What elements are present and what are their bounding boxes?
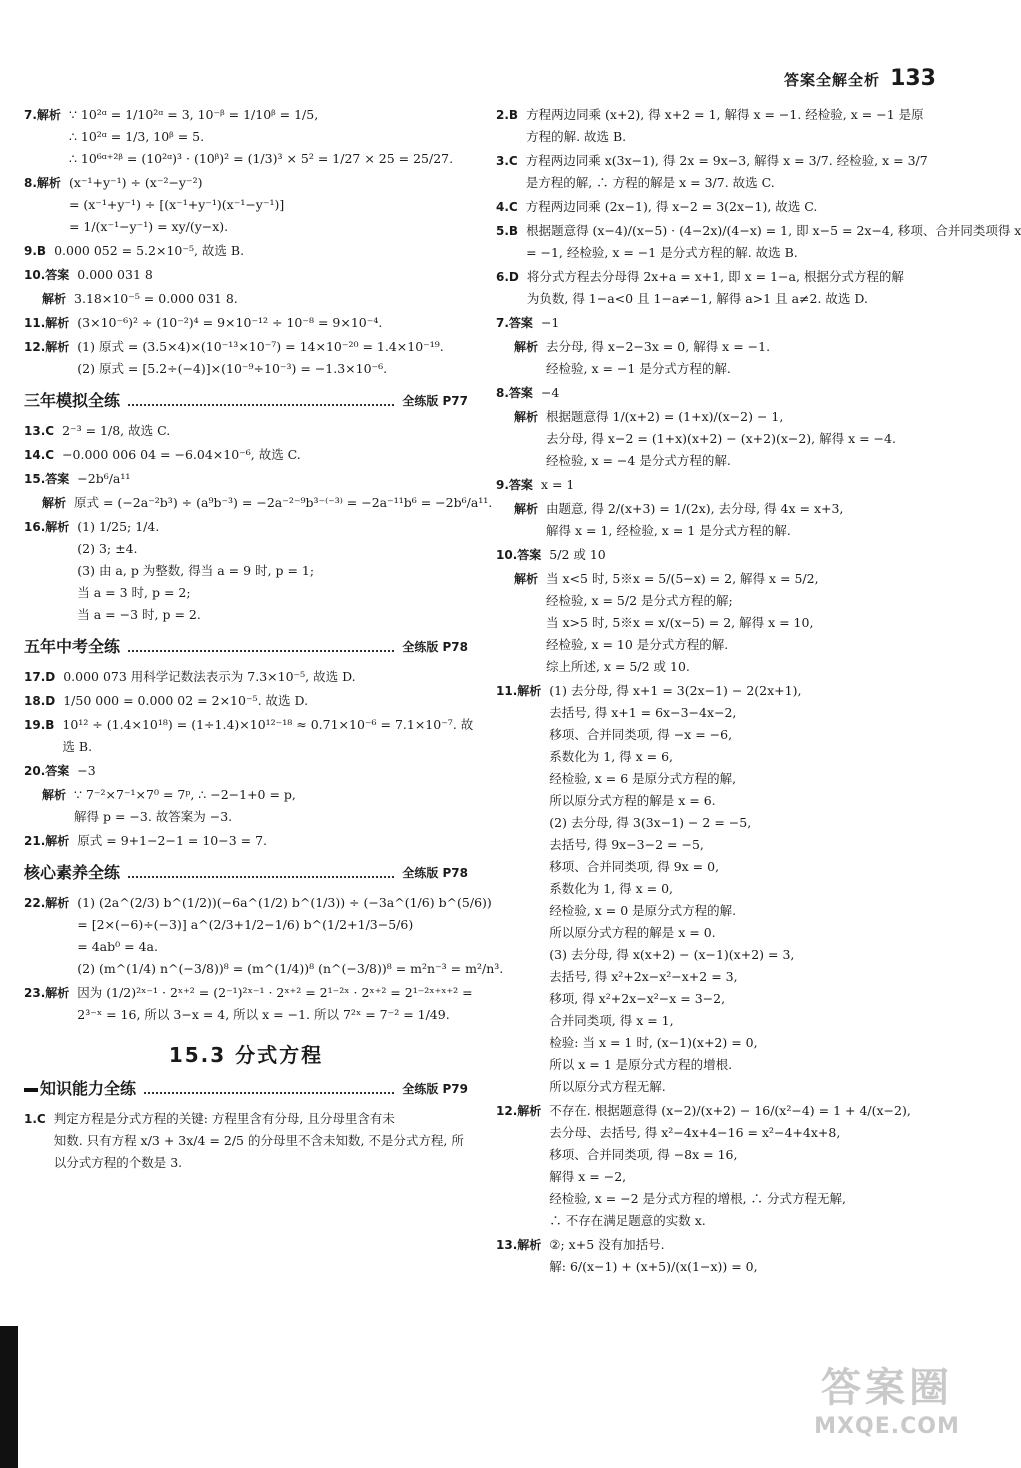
section-title: 核心素养全练 (24, 863, 121, 882)
answer-item (24, 892, 504, 980)
answer-item (24, 760, 468, 782)
section-ref: 全练版 P77 (402, 394, 468, 408)
answer-tag: 解析 (42, 496, 67, 510)
answer-line: (1) 1/25; 1/4. (77, 519, 160, 534)
answer-line: = (x⁻¹+y⁻¹) ÷ [(x⁻¹+y⁻¹)(x⁻¹−y⁻¹)] (68, 197, 285, 212)
dotted-leader (128, 642, 394, 652)
answer-body (526, 220, 1021, 264)
answer-body (77, 336, 468, 380)
answer-body (77, 760, 468, 782)
answer-line: 综上所述, x = 5/2 或 10. (546, 659, 690, 674)
answer-tag: 答案 (508, 386, 533, 400)
answer-line: 方程的解. 故选 B. (526, 129, 627, 144)
answer-line: 当 a = 3 时, p = 2; (77, 585, 191, 600)
answer-line: 经检验, x = 5/2 是分式方程的解; (546, 593, 733, 608)
answer-index: 21. (24, 834, 46, 848)
answer-tag: 解析 (36, 176, 61, 190)
answer-index: 12. (496, 1104, 518, 1118)
answer-line: 经检验, x = 0 是原分式方程的解. (549, 903, 737, 918)
answer-index: 9. (496, 478, 509, 492)
answer-tag: 解析 (45, 316, 70, 330)
answer-line: = 4ab⁰ = 4a. (77, 939, 158, 954)
answer-number (24, 760, 69, 782)
answer-index: 10. (24, 268, 46, 282)
answer-body (527, 266, 946, 310)
answer-number (24, 666, 55, 688)
answer-body (526, 104, 946, 148)
answer-line: 方程两边同乘 (2x−1), 得 x−2 = 3(2x−1), 故选 C. (525, 199, 818, 214)
answer-item (496, 220, 1021, 264)
answer-body (63, 690, 468, 712)
answer-line: 所以原分式方程的解是 x = 6. (549, 793, 716, 808)
answer-body (541, 382, 946, 404)
answer-line: 由题意, 得 2/(x+3) = 1/(2x), 去分母, 得 4x = x+3, (546, 501, 844, 516)
answer-line: 1/50 000 = 0.000 02 = 2×10⁻⁵. 故选 D. (63, 693, 309, 708)
answer-line: 3.18×10⁻⁵ = 0.000 031 8. (74, 291, 238, 306)
watermark (792, 1362, 982, 1462)
answer-number (496, 220, 518, 242)
answer-number (24, 830, 69, 852)
answer-tag: 解析 (45, 834, 70, 848)
answer-line: 所以 x = 1 是原分式方程的增根. (549, 1057, 733, 1072)
answer-body (77, 830, 468, 852)
answer-line: 去括号, 得 x²+2x−x²−x+2 = 3, (549, 969, 738, 984)
answer-number (496, 680, 541, 702)
answer-tag: 解析 (42, 292, 67, 306)
answer-line: x = 1 (540, 477, 575, 492)
answer-item (496, 312, 946, 334)
answer-item (24, 420, 468, 442)
answer-line: 经检验, x = 6 是原分式方程的解, (549, 771, 737, 786)
answer-line: 方程两边同乘 x(3x−1), 得 2x = 9x−3, 解得 x = 3/7. 经检验, x = 3/7 (525, 153, 928, 168)
page-header (784, 66, 936, 91)
answer-item (24, 784, 468, 828)
answer-line: ∵ 7⁻²×7⁻¹×7⁰ = 7ᵖ, ∴ −2−1+0 = p, (74, 787, 296, 802)
answer-line: 以分式方程的个数是 3. (53, 1155, 183, 1170)
answer-item (496, 336, 946, 380)
answer-index: 22. (24, 896, 46, 910)
answer-line: 0.000 073 用科学记数法表示为 7.3×10⁻⁵, 故选 D. (63, 669, 356, 684)
answer-line: 将分式方程去分母得 2x+a = x+1, 即 x = 1−a, 根据分式方程的解 (526, 269, 904, 284)
answer-body (77, 892, 504, 980)
answer-index: 10. (496, 548, 518, 562)
answer-number (24, 492, 66, 514)
answer-index: 15. (24, 472, 46, 486)
answer-item (24, 690, 468, 712)
answer-line: 去分母, 得 x−2 = (1+x)(x+2) − (x+2)(x−2), 解得 x = −4. (546, 431, 896, 446)
answer-tag: 解析 (45, 986, 70, 1000)
answer-line: 去分母, 得 x−2−3x = 0, 解得 x = −1. (546, 339, 771, 354)
answer-line: 为负数, 得 1−a<0 且 1−a≠−1, 解得 a>1 且 a≠2. 故选 D. (526, 291, 868, 306)
answer-number (496, 1100, 541, 1122)
answer-number (496, 498, 538, 520)
section-header-core (24, 862, 468, 884)
dotted-leader (144, 1084, 394, 1094)
answer-item (24, 714, 474, 758)
answer-line: 解得 x = 1, 经检验, x = 1 是分式方程的解. (546, 523, 791, 538)
section-ref: 全练版 P79 (402, 1082, 468, 1096)
group-e (24, 1108, 468, 1174)
answer-item (24, 830, 468, 852)
answer-line: 移项、合并同类项, 得 9x = 0, (549, 859, 720, 874)
answer-index: 7. (496, 316, 509, 330)
answer-number (24, 784, 66, 806)
answer-index: 12. (24, 340, 46, 354)
answer-number (496, 150, 518, 172)
answer-number (24, 690, 55, 712)
answer-line: (2) (m^(1/4) n^(−3/8))⁸ = (m^(1/4))⁸ (n^(−3/8))⁸ = m²n⁻³ = m²/n³. (77, 961, 504, 976)
answer-index: 19.B (24, 718, 55, 732)
answer-tag: 解析 (517, 1104, 542, 1118)
answer-item (24, 288, 468, 310)
answer-body (526, 150, 946, 194)
answer-number (24, 288, 66, 310)
answer-number (496, 1234, 541, 1256)
watermark-text: 答案圈 (821, 1365, 953, 1411)
answer-line: = −1, 经检验, x = −1 是分式方程的解. 故选 B. (526, 245, 798, 260)
answer-line: 不存在. 根据题意得 (x−2)/(x+2) − 16/(x²−4) = 1 + 4/(x−2), (549, 1103, 911, 1118)
answer-line: −2b⁶/a¹¹ (77, 471, 131, 486)
answer-index: 5.B (496, 224, 519, 238)
answer-body (69, 172, 468, 238)
answer-line: ∵ 10²ᵅ = 1/10²ᵅ = 3, 10⁻ᵝ = 1/10ᵝ = 1/5, (68, 107, 319, 122)
answer-number (496, 266, 519, 288)
answer-index: 11. (496, 684, 518, 698)
answer-line: (3×10⁻⁶)² ÷ (10⁻²)⁴ = 9×10⁻¹² ÷ 10⁻⁸ = 9×10⁻⁴. (77, 315, 383, 330)
answer-line: 当 x<5 时, 5※x = 5/(5−x) = 2, 解得 x = 5/2, (546, 571, 819, 586)
answer-index: 7. (24, 108, 37, 122)
answer-item (24, 172, 468, 238)
answer-number (24, 336, 69, 358)
answer-body (549, 1234, 946, 1278)
answer-number (24, 714, 54, 736)
answer-number (24, 892, 69, 914)
answer-line: 当 x>5 时, 5※x = x/(x−5) = 2, 解得 x = 10, (546, 615, 814, 630)
header-title: 答案全解全析 (784, 71, 881, 89)
answer-item (24, 516, 468, 626)
answer-item (24, 492, 493, 514)
answer-tag: 答案 (517, 548, 542, 562)
answer-body (546, 406, 946, 472)
answer-index: 18.D (24, 694, 56, 708)
answer-line: −4 (540, 385, 560, 400)
answer-line: 0.000 031 8 (77, 267, 153, 282)
answer-line: 根据题意得 (x−4)/(x−5) · (4−2x)/(4−x) = 1, 即 x−5 = 2x−4, 移项、合并同类项得 x (526, 223, 1021, 238)
answer-index: 8. (24, 176, 37, 190)
answer-body (546, 498, 946, 542)
answer-item (496, 1234, 946, 1278)
answer-body (69, 104, 468, 170)
answer-line: ∴ 10⁶ᵅ⁺²ᵝ = (10²ᵅ)³ · (10ᵝ)² = (1/3)³ × 5² = 1/27 × 25 = 25/27. (68, 151, 454, 166)
answer-index: 11. (24, 316, 46, 330)
answer-item (24, 312, 468, 334)
group-c (24, 666, 474, 852)
section-header-five-year (24, 636, 468, 658)
answer-tag: 答案 (45, 472, 70, 486)
answer-line: 2³⁻ˣ = 16, 所以 3−x = 4, 所以 x = −1. 所以 7²ˣ = 7⁻² = 1/49. (77, 1007, 450, 1022)
answer-line: 解得 p = −3. 故答案为 −3. (74, 809, 233, 824)
answer-number (24, 468, 69, 490)
answer-line: 去括号, 得 9x−3−2 = −5, (549, 837, 704, 852)
answer-number (24, 264, 69, 286)
answer-item (496, 474, 946, 496)
answer-line: 因为 (1/2)²ˣ⁻¹ · 2ˣ⁺² = (2⁻¹)²ˣ⁻¹ · 2ˣ⁺² = 2¹⁻²ˣ · 2ˣ⁺² = 2¹⁻²ˣ⁺ˣ⁺² = (77, 985, 473, 1000)
answer-index: 8. (496, 386, 509, 400)
answer-line: ∴ 10²ᵅ = 1/3, 10ᵝ = 5. (68, 129, 205, 144)
answer-tag: 解析 (45, 340, 70, 354)
answer-line: 去括号, 得 x+1 = 6x−3−4x−2, (549, 705, 737, 720)
answer-item (496, 150, 946, 194)
answer-body (546, 568, 946, 678)
answer-index: 20. (24, 764, 46, 778)
answer-index: 4.C (496, 200, 518, 214)
answer-line: 原式 = 9+1−2−1 = 10−3 = 7. (77, 833, 268, 848)
answer-number (24, 240, 46, 262)
answer-index: 2.B (496, 108, 519, 122)
answer-item (496, 568, 946, 678)
edge-bar (0, 1326, 18, 1468)
answer-line: 经检验, x = −4 是分式方程的解. (546, 453, 731, 468)
answer-number (24, 444, 54, 466)
group-a (24, 104, 468, 380)
answer-item (24, 336, 468, 380)
group-right (496, 104, 1021, 1278)
answer-item (24, 240, 468, 262)
answer-line: 原式 = (−2a⁻²b³) ÷ (a⁹b⁻³) = −2a⁻²⁻⁹b³⁻⁽⁻³⁾ = −2a⁻¹¹b⁶ = −2b⁶/a¹¹. (74, 495, 493, 510)
answer-line: 移项、合并同类项, 得 −8x = 16, (549, 1147, 738, 1162)
answer-line: 移项、合并同类项, 得 −x = −6, (549, 727, 733, 742)
group-b (24, 420, 493, 626)
answer-item (496, 266, 946, 310)
answer-item (496, 104, 946, 148)
answer-line: 根据题意得 1/(x+2) = (1+x)/(x−2) − 1, (546, 409, 784, 424)
answer-body (74, 492, 493, 514)
answer-number (496, 196, 518, 218)
answer-number (496, 406, 538, 428)
answer-body (526, 196, 946, 218)
answer-line: ②; x+5 没有加括号. (549, 1237, 665, 1252)
answer-item (24, 1108, 468, 1174)
answer-line: (2) 3; ±4. (77, 541, 138, 556)
answer-line: 判定方程是分式方程的关键: 方程里含有分母, 且分母里含有未 (53, 1111, 395, 1126)
answer-number (24, 104, 61, 126)
answer-line: 系数化为 1, 得 x = 0, (549, 881, 674, 896)
answer-tag: 答案 (45, 268, 70, 282)
answer-line: 方程两边同乘 (x+2), 得 x+2 = 1, 解得 x = −1. 经检验, x = −1 是原 (526, 107, 924, 122)
answer-body (54, 240, 468, 262)
left-column (24, 104, 504, 1176)
answer-body (77, 982, 473, 1026)
answer-line: 所以原分式方程无解. (549, 1079, 666, 1094)
answer-body (74, 288, 468, 310)
answer-number (24, 1108, 46, 1130)
answer-line: (1) 原式 = (3.5×4)×(10⁻¹³×10⁻⁷) = 14×10⁻²⁰ = 1.4×10⁻¹⁹. (77, 339, 444, 354)
right-column (496, 104, 1021, 1280)
answer-number (496, 336, 538, 358)
answer-line: −0.000 006 04 = −6.04×10⁻⁶, 故选 C. (62, 447, 301, 462)
answer-line: 选 B. (62, 739, 93, 754)
group-d (24, 892, 504, 1026)
answer-index: 9.B (24, 244, 47, 258)
answer-item (496, 1100, 946, 1232)
answer-line: 移项, 得 x²+2x−x²−x = 3−2, (549, 991, 726, 1006)
answer-line: 经检验, x = −2 是分式方程的增根, ∴ 分式方程无解, (549, 1191, 846, 1206)
answer-tag: 解析 (514, 340, 539, 354)
answer-index: 14.C (24, 448, 55, 462)
answer-line: 经检验, x = 10 是分式方程的解. (546, 637, 729, 652)
answer-line: 解: 6/(x−1) + (x+5)/(x(1−x)) = 0, (549, 1259, 758, 1274)
answer-item (24, 468, 468, 490)
answer-index: 6.D (496, 270, 519, 284)
answer-line: 0.000 052 = 5.2×10⁻⁵, 故选 B. (54, 243, 245, 258)
answer-number (496, 104, 518, 126)
answer-line: (2) 去分母, 得 3(3x−1) − 2 = −5, (549, 815, 752, 830)
answer-item (24, 666, 468, 688)
answer-body (546, 336, 946, 380)
answer-body (77, 468, 468, 490)
answer-line: −1 (540, 315, 560, 330)
answer-line: 2⁻³ = 1/8, 故选 C. (62, 423, 171, 438)
answer-number (496, 382, 533, 404)
section-title: 五年中考全练 (24, 637, 121, 656)
answer-line: 是方程的解, ∴ 方程的解是 x = 3/7. 故选 C. (525, 175, 775, 190)
answer-index: 1.C (24, 1112, 46, 1126)
answer-tag: 解析 (514, 502, 539, 516)
answer-index: 16. (24, 520, 46, 534)
section-ref: 全练版 P78 (402, 866, 468, 880)
answer-item (496, 406, 946, 472)
answer-line: 10¹² ÷ (1.4×10¹⁸) = (1÷1.4)×10¹²⁻¹⁸ ≈ 0.71×10⁻⁶ = 7.1×10⁻⁷. 故 (62, 717, 474, 732)
answer-tag: 解析 (36, 108, 61, 122)
answer-tag: 答案 (508, 478, 533, 492)
dotted-leader (128, 868, 394, 878)
answer-tag: 解析 (42, 788, 67, 802)
answer-index: 13. (496, 1238, 518, 1252)
answer-item (24, 444, 468, 466)
answer-body (54, 1108, 468, 1174)
answer-tag: 解析 (45, 896, 70, 910)
answer-tag: 答案 (45, 764, 70, 778)
answer-body (549, 1100, 946, 1232)
answer-number (496, 312, 533, 334)
answer-line: 5/2 或 10 (549, 547, 606, 562)
answer-line: = 1/(x⁻¹−y⁻¹) = xy/(y−x). (68, 219, 229, 234)
answer-index: 13.C (24, 424, 55, 438)
section-header-three-year (24, 390, 468, 412)
answer-number (496, 474, 533, 496)
answer-line: (2) 原式 = [5.2÷(−4)]×(10⁻⁹÷10⁻³) = −1.3×10⁻⁶. (77, 361, 388, 376)
answer-item (496, 498, 946, 542)
answer-tag: 解析 (514, 572, 539, 586)
answer-body (62, 714, 474, 758)
answer-item (496, 544, 946, 566)
answer-item (24, 982, 473, 1026)
answer-body (63, 666, 468, 688)
answer-body (62, 420, 468, 442)
answer-number (24, 172, 61, 194)
answer-line: 当 a = −3 时, p = 2. (77, 607, 201, 622)
page-number: 133 (890, 66, 936, 91)
section-title: 知识能力全练 (24, 1078, 136, 1100)
answer-body (62, 444, 468, 466)
answer-tag: 解析 (45, 520, 70, 534)
answer-line: (1) (2a^(2/3) b^(1/2))(−6a^(1/2) b^(1/3)) ÷ (−3a^(1/6) b^(5/6)) (77, 895, 492, 910)
answer-line: 系数化为 1, 得 x = 6, (549, 749, 674, 764)
watermark-url: MXQE.COM (814, 1414, 960, 1439)
answer-number (24, 982, 69, 1004)
answer-line: (x⁻¹+y⁻¹) ÷ (x⁻²−y⁻²) (68, 175, 203, 190)
answer-line: (3) 由 a, p 为整数, 得当 a = 9 时, p = 1; (77, 563, 315, 578)
answer-number (496, 568, 538, 590)
answer-index: 17.D (24, 670, 56, 684)
answer-number (496, 544, 541, 566)
answer-body (549, 544, 946, 566)
answer-line: = [2×(−6)÷(−3)] a^(2/3+1/2−1/6) b^(1/2+1/3−5/6) (77, 917, 414, 932)
answer-item (496, 382, 946, 404)
answer-body (77, 516, 468, 626)
answer-line: 解得 x = −2, (549, 1169, 627, 1184)
answer-tag: 解析 (517, 684, 542, 698)
answer-body (74, 784, 468, 828)
answer-item (496, 680, 946, 1098)
answer-line: −3 (77, 763, 96, 778)
answer-line: (1) 去分母, 得 x+1 = 3(2x−1) − 2(2x+1), (549, 683, 802, 698)
answer-line: 知数. 只有方程 x/3 + 3x/4 = 2/5 的分母里不含未知数, 不是分式方程, 所 (53, 1133, 464, 1148)
answer-body (541, 474, 946, 496)
answer-item (24, 104, 468, 170)
section-header-knowledge (24, 1078, 468, 1100)
answer-line: 合并同类项, 得 x = 1, (549, 1013, 674, 1028)
answer-number (24, 516, 69, 538)
answer-number (24, 312, 69, 334)
answer-body (549, 680, 946, 1098)
answer-line: ∴ 不存在满足题意的实数 x. (549, 1213, 706, 1228)
answer-item (24, 264, 468, 286)
answer-line: (3) 去分母, 得 x(x+2) − (x−1)(x+2) = 3, (549, 947, 795, 962)
section-ref: 全练版 P78 (402, 640, 468, 654)
answer-tag: 解析 (517, 1238, 542, 1252)
answer-line: 检验: 当 x = 1 时, (x−1)(x+2) = 0, (549, 1035, 758, 1050)
dotted-leader (128, 396, 394, 406)
answer-index: 23. (24, 986, 46, 1000)
answer-number (24, 420, 54, 442)
answer-body (77, 264, 468, 286)
answer-line: 所以原分式方程的解是 x = 0. (549, 925, 716, 940)
section-title: 三年模拟全练 (24, 391, 121, 410)
chapter-title: 15.3 分式方程 (168, 1043, 324, 1067)
answer-line: 经检验, x = −1 是分式方程的解. (546, 361, 731, 376)
answer-tag: 解析 (514, 410, 539, 424)
answer-index: 3.C (496, 154, 518, 168)
answer-tag: 答案 (508, 316, 533, 330)
answer-body (541, 312, 946, 334)
answer-item (496, 196, 946, 218)
answer-line: 去分母、去括号, 得 x²−4x+4−16 = x²−4+4x+8, (549, 1125, 841, 1140)
answer-body (77, 312, 468, 334)
